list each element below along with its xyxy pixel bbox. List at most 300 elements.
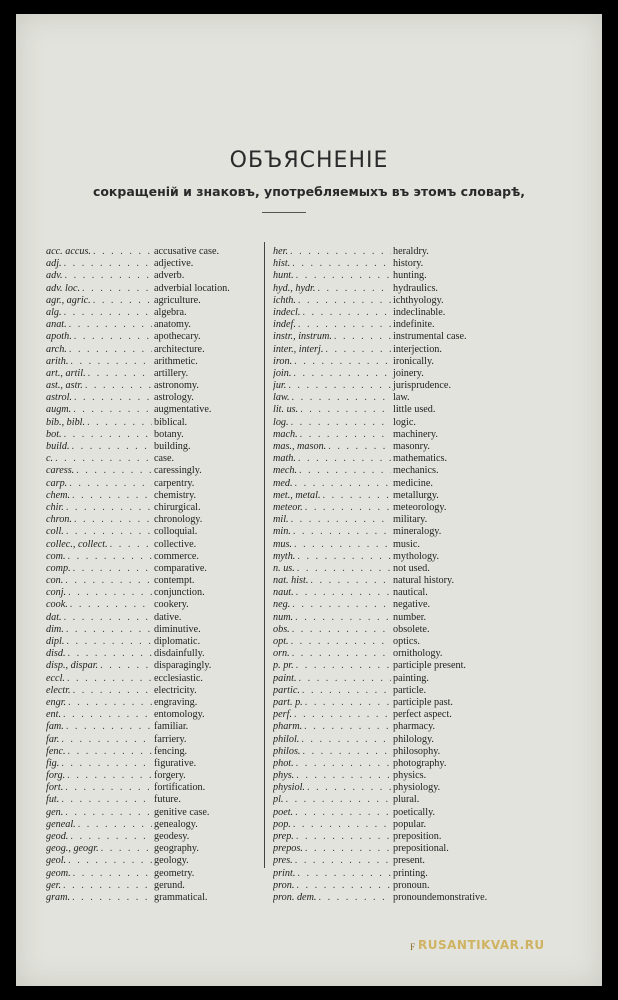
- meaning: farriery.: [154, 733, 187, 745]
- abbreviation: jur.: [273, 380, 287, 392]
- meaning: participle present.: [393, 660, 466, 672]
- dot-leader: [64, 429, 152, 441]
- folio-mark: F: [410, 942, 416, 952]
- abbreviation-entry: [46, 721, 266, 733]
- meaning: chirurgical.: [154, 501, 201, 513]
- abbreviation: geod.: [46, 831, 69, 842]
- abbreviation-entry: [46, 782, 266, 794]
- meaning: forgery.: [154, 770, 186, 782]
- meaning: heraldry.: [393, 246, 429, 257]
- abbreviation-entry: [46, 563, 266, 575]
- dot-leader: [72, 892, 152, 904]
- meaning: printing.: [393, 867, 428, 879]
- abbreviation: comp.: [46, 562, 71, 574]
- abbreviation-entry: [46, 246, 266, 258]
- dot-leader: [73, 868, 152, 880]
- abbreviation: adj.: [46, 258, 62, 270]
- meaning: pronoundemonstrative.: [393, 891, 488, 903]
- meaning: biblical.: [154, 416, 188, 428]
- dot-leader: [78, 819, 152, 831]
- meaning: building.: [154, 441, 191, 452]
- dot-leader: [74, 331, 152, 343]
- meaning: particle.: [393, 684, 427, 696]
- abbreviation: orn.: [273, 648, 290, 660]
- abbreviation-entry: [273, 380, 518, 392]
- abbreviation: med.: [273, 477, 293, 489]
- meaning: medicine.: [393, 477, 433, 489]
- abbreviation: disd.: [46, 648, 66, 660]
- dot-leader: [293, 526, 391, 538]
- meaning: joinery.: [393, 367, 424, 379]
- dot-leader: [73, 404, 152, 416]
- meaning: entomology.: [154, 709, 205, 721]
- abbreviation-entry: [273, 356, 518, 368]
- dot-leader: [302, 307, 391, 319]
- meaning: preposition.: [393, 831, 442, 842]
- abbreviation: myth.: [273, 550, 296, 562]
- abbreviation-entry: [273, 697, 518, 709]
- abbreviation: poet.: [273, 806, 294, 818]
- meaning: meteorology.: [393, 501, 447, 513]
- abbreviation: augm.: [46, 404, 72, 416]
- dot-leader: [68, 551, 152, 563]
- abbreviation: astrol.: [46, 392, 72, 404]
- abbreviation-entry: [273, 246, 518, 258]
- abbreviation-entry: [273, 429, 518, 441]
- abbreviation: mech.: [273, 465, 298, 477]
- meaning: instrumental case.: [393, 331, 467, 343]
- abbreviation-entry: [46, 514, 266, 526]
- abbreviation-entry: [46, 746, 266, 758]
- dot-leader: [68, 855, 152, 867]
- abbreviation: adv. loc.: [46, 282, 81, 294]
- meaning: contempt.: [154, 575, 195, 587]
- abbreviation: geneal.: [46, 818, 76, 830]
- meaning: popular.: [393, 818, 427, 830]
- meaning: physiology.: [393, 782, 441, 794]
- dot-leader: [68, 697, 152, 709]
- abbreviation: chem.: [46, 489, 71, 501]
- abbreviation: her.: [273, 246, 288, 257]
- dot-leader: [292, 624, 391, 636]
- dot-leader: [61, 734, 152, 746]
- meaning: grammatical.: [154, 891, 208, 903]
- dot-leader: [297, 563, 391, 575]
- abbreviation-entry: [46, 490, 266, 502]
- abbreviation: philol.: [273, 733, 300, 745]
- abbreviation-entry: [273, 673, 518, 685]
- abbreviation: arith.: [46, 355, 69, 367]
- abbreviation: hyd., hydr.: [273, 282, 316, 294]
- abbreviation: acc. accus.: [46, 246, 91, 257]
- dot-leader: [296, 770, 391, 782]
- abbreviation-entry: [46, 404, 266, 416]
- abbreviation-entry: [46, 295, 266, 307]
- dot-leader: [296, 831, 391, 843]
- abbreviation-entry: [46, 807, 266, 819]
- dot-leader: [288, 380, 391, 392]
- dot-leader: [295, 855, 391, 867]
- dot-leader: [72, 490, 152, 502]
- abbreviation-entry: [46, 855, 266, 867]
- abbreviation: phys.: [273, 770, 295, 782]
- abbreviation: com.: [46, 550, 66, 562]
- column-divider: [264, 242, 265, 868]
- abbreviation-entry: [273, 368, 518, 380]
- abbreviation: min.: [273, 526, 291, 538]
- dot-leader: [67, 673, 152, 685]
- abbreviation: geol.: [46, 855, 67, 867]
- dot-leader: [294, 356, 391, 368]
- abbreviation: chron.: [46, 514, 72, 526]
- abbreviation: part. p.: [273, 696, 303, 708]
- abbreviation-entry: [46, 587, 266, 599]
- dot-leader: [307, 782, 391, 794]
- abbreviation: alg.: [46, 306, 62, 318]
- abbreviation: anat.: [46, 319, 67, 331]
- abbreviation-entry: [273, 490, 518, 502]
- abbreviation-entry: [46, 794, 266, 806]
- dot-leader: [69, 344, 152, 356]
- dot-leader: [292, 599, 391, 611]
- dot-leader: [296, 660, 391, 672]
- meaning: mathematics.: [393, 453, 448, 465]
- dot-leader: [292, 648, 391, 660]
- abbreviation: math.: [273, 453, 296, 465]
- meaning: diminutive.: [154, 623, 201, 635]
- abbreviation-entry: [46, 612, 266, 624]
- abbreviation: disp., dispar.: [46, 660, 99, 672]
- dot-leader: [66, 721, 152, 733]
- abbreviation: naut.: [273, 587, 294, 599]
- abbreviation-entry: [46, 258, 266, 270]
- abbreviation: coll.: [46, 526, 64, 538]
- meaning: poetically.: [393, 806, 436, 818]
- abbreviation-entry: [273, 441, 518, 453]
- abbreviation: ast., astr.: [46, 380, 83, 392]
- dot-leader: [296, 270, 391, 282]
- meaning: military.: [393, 514, 428, 526]
- abbreviation: inter., interj.: [273, 343, 324, 355]
- abbreviation-entry: [46, 673, 266, 685]
- meaning: fencing.: [154, 745, 188, 757]
- meaning: ecclesiastic.: [154, 672, 203, 684]
- abbreviation-entry: [273, 721, 518, 733]
- document-page: [16, 14, 602, 986]
- meaning: indefinite.: [393, 319, 435, 331]
- abbreviation-entry: [273, 295, 518, 307]
- dot-leader: [325, 344, 391, 356]
- meaning: adverbial location.: [154, 282, 230, 294]
- dot-leader: [323, 490, 391, 502]
- meaning: disparagingly.: [154, 660, 212, 672]
- abbreviation-column-left: [46, 246, 266, 903]
- abbreviation-entry: [273, 453, 518, 465]
- abbreviation: gram.: [46, 891, 71, 903]
- abbreviation-entry: [273, 892, 518, 904]
- abbreviation: lit. us.: [273, 404, 299, 416]
- meaning: conjunction.: [154, 587, 205, 599]
- abbreviation-entry: [46, 478, 266, 490]
- abbreviation-entry: [46, 697, 266, 709]
- abbreviation-entry: [46, 502, 266, 514]
- dot-leader: [85, 380, 152, 392]
- meaning: case.: [154, 453, 175, 465]
- meaning: hydraulics.: [393, 282, 438, 294]
- dot-leader: [299, 673, 392, 685]
- meaning: nautical.: [393, 587, 428, 599]
- meaning: metallurgy.: [393, 489, 439, 501]
- dot-leader: [296, 880, 391, 892]
- meaning: algebra.: [154, 306, 187, 318]
- meaning: negative.: [393, 599, 431, 611]
- meaning: optics.: [393, 636, 420, 647]
- meaning: caressingly.: [154, 465, 202, 477]
- abbreviation-entry: [273, 734, 518, 746]
- dot-leader: [304, 721, 391, 733]
- dot-leader: [61, 794, 152, 806]
- meaning: electricity.: [154, 684, 197, 696]
- dot-leader: [292, 258, 391, 270]
- abbreviation-entry: [46, 344, 266, 356]
- abbreviation-entry: [46, 307, 266, 319]
- abbreviation-entry: [46, 819, 266, 831]
- meaning: hunting.: [393, 270, 427, 282]
- dot-leader: [297, 551, 391, 563]
- abbreviation-entry: [273, 502, 518, 514]
- abbreviation-entry: [273, 331, 518, 343]
- abbreviation: fenc.: [46, 745, 66, 757]
- abbreviation-entry: [273, 855, 518, 867]
- meaning: history.: [393, 258, 424, 270]
- abbreviation-entry: [273, 770, 518, 782]
- abbreviation: paint.: [273, 672, 297, 684]
- abbreviation: p. pr.: [273, 660, 294, 672]
- abbreviation-entry: [273, 794, 518, 806]
- abbreviation: iron.: [273, 355, 293, 367]
- meaning: philology.: [393, 733, 434, 745]
- dot-leader: [305, 502, 391, 514]
- dot-leader: [68, 648, 152, 660]
- dot-leader: [296, 758, 391, 770]
- dot-leader: [74, 514, 152, 526]
- dot-leader: [66, 636, 152, 648]
- dot-leader: [70, 831, 152, 843]
- meaning: philosophy.: [393, 745, 441, 757]
- abbreviation: pharm.: [273, 721, 303, 733]
- meaning: astronomy.: [154, 380, 199, 392]
- abbreviation: fut.: [46, 794, 60, 806]
- dot-leader: [291, 417, 391, 429]
- abbreviation: carp.: [46, 477, 68, 489]
- meaning: dative.: [154, 611, 182, 623]
- meaning: obsolete.: [393, 623, 430, 635]
- meaning: photography.: [393, 757, 447, 769]
- meaning: ironically.: [393, 355, 434, 367]
- meaning: apothecary.: [154, 331, 201, 343]
- meaning: geometry.: [154, 867, 195, 879]
- dot-leader: [317, 283, 391, 295]
- abbreviation: chir.: [46, 501, 64, 513]
- abbreviation-entry: [273, 307, 518, 319]
- abbreviation-entry: [46, 392, 266, 404]
- dot-leader: [294, 709, 391, 721]
- abbreviation: neg.: [273, 599, 291, 611]
- abbreviation-entry: [273, 283, 518, 295]
- meaning: botany.: [154, 428, 184, 440]
- abbreviation: met., metal.: [273, 489, 321, 501]
- dot-leader: [65, 807, 152, 819]
- abbreviation-entry: [46, 660, 266, 672]
- abbreviation-column-right: [273, 246, 518, 903]
- meaning: future.: [154, 794, 181, 806]
- abbreviation-entry: [46, 551, 266, 563]
- abbreviation: gen.: [46, 806, 64, 818]
- meaning: mythology.: [393, 550, 440, 562]
- abbreviation-entry: [46, 465, 266, 477]
- abbreviation-entry: [46, 380, 266, 392]
- dot-leader: [87, 417, 152, 429]
- abbreviation-entry: [46, 441, 266, 453]
- abbreviation-entry: [273, 478, 518, 490]
- dot-leader: [301, 734, 391, 746]
- dot-leader: [66, 502, 152, 514]
- dot-leader: [291, 514, 391, 526]
- meaning: ichthyology.: [393, 294, 444, 306]
- meaning: comparative.: [154, 562, 207, 574]
- abbreviation-entry: [273, 660, 518, 672]
- dot-leader: [70, 599, 152, 611]
- dot-leader: [296, 587, 391, 599]
- abbreviation: adv.: [46, 270, 63, 282]
- abbreviation-entry: [273, 843, 518, 855]
- abbreviation-entry: [273, 539, 518, 551]
- abbreviation: forg.: [46, 770, 66, 782]
- dot-leader: [295, 807, 391, 819]
- dot-leader: [302, 746, 391, 758]
- abbreviation: bot.: [46, 428, 62, 440]
- dot-leader: [82, 283, 152, 295]
- abbreviation: opt.: [273, 636, 289, 647]
- abbreviation: engr.: [46, 696, 67, 708]
- abbreviation: eccl.: [46, 672, 65, 684]
- title-divider: [262, 212, 306, 213]
- meaning: mineralogy.: [393, 526, 442, 538]
- abbreviation-entry: [273, 514, 518, 526]
- abbreviation: perf.: [273, 709, 292, 721]
- abbreviation: geom.: [46, 867, 71, 879]
- abbreviation-entry: [273, 587, 518, 599]
- abbreviation-entry: [273, 551, 518, 563]
- abbreviation: fam.: [46, 721, 64, 733]
- abbreviation: bib., bibl.: [46, 416, 86, 428]
- abbreviation: partic.: [273, 684, 300, 696]
- abbreviation: caress.: [46, 465, 75, 477]
- abbreviation-entry: [273, 465, 518, 477]
- abbreviation-entry: [46, 283, 266, 295]
- abbreviation: pl.: [273, 794, 284, 806]
- meaning: participle past.: [393, 696, 453, 708]
- meaning: artillery.: [154, 367, 189, 379]
- abbreviation-entry: [273, 782, 518, 794]
- abbreviation-entry: [46, 270, 266, 282]
- abbreviation: phot.: [273, 757, 294, 769]
- abbreviation-entry: [273, 612, 518, 624]
- meaning: fortification.: [154, 782, 206, 794]
- meaning: carpentry.: [154, 477, 195, 489]
- abbreviation-entry: [46, 648, 266, 660]
- abbreviation-entry: [273, 831, 518, 843]
- abbreviation-entry: [46, 868, 266, 880]
- abbreviation: indecl.: [273, 306, 301, 318]
- dot-leader: [295, 478, 391, 490]
- meaning: adverb.: [154, 270, 185, 282]
- abbreviation-entry: [46, 417, 266, 429]
- dot-leader: [63, 709, 152, 721]
- abbreviation: instr., instrum.: [273, 331, 332, 343]
- dot-leader: [294, 539, 391, 551]
- abbreviation: con.: [46, 575, 64, 587]
- abbreviation-entry: [273, 807, 518, 819]
- meaning: figurative.: [154, 757, 197, 769]
- meaning: logic.: [393, 416, 416, 428]
- meaning: present.: [393, 855, 425, 867]
- meaning: chronology.: [154, 514, 203, 526]
- abbreviation-entry: [46, 624, 266, 636]
- meaning: number.: [393, 611, 427, 623]
- abbreviation: n. us.: [273, 562, 295, 574]
- dot-leader: [65, 782, 152, 794]
- abbreviation: dim.: [46, 623, 64, 635]
- meaning: genitive case.: [154, 806, 210, 818]
- meaning: geodesy.: [154, 831, 190, 842]
- dot-leader: [67, 770, 152, 782]
- abbreviation: far.: [46, 733, 60, 745]
- abbreviation: prepos.: [273, 843, 303, 855]
- meaning: natural history.: [393, 575, 455, 587]
- meaning: jurisprudence.: [393, 380, 451, 392]
- abbreviation-entry: [273, 404, 518, 416]
- abbreviation: conj.: [46, 587, 67, 599]
- meaning: agriculture.: [154, 294, 201, 306]
- dot-leader: [101, 843, 152, 855]
- dot-leader: [300, 429, 391, 441]
- abbreviation-entry: [273, 417, 518, 429]
- dot-leader: [334, 331, 391, 343]
- meaning: gerund.: [154, 879, 185, 891]
- abbreviation-entry: [273, 709, 518, 721]
- abbreviation: ger.: [46, 879, 61, 891]
- abbreviation-entry: [273, 270, 518, 282]
- abbreviation: geog., geogr.: [46, 843, 99, 855]
- abbreviation-entry: [46, 575, 266, 587]
- abbreviation-entry: [273, 563, 518, 575]
- meaning: plural.: [393, 794, 420, 806]
- abbreviation: pop.: [273, 818, 291, 830]
- abbreviation: join.: [273, 367, 292, 379]
- abbreviation: mil.: [273, 514, 289, 526]
- abbreviation-entry: [46, 892, 266, 904]
- meaning: adjective.: [154, 258, 194, 270]
- meaning: law.: [393, 392, 410, 404]
- meaning: augmentative.: [154, 404, 212, 416]
- abbreviation-entry: [46, 734, 266, 746]
- abbreviation-entry: [273, 258, 518, 270]
- meaning: ornithology.: [393, 648, 443, 660]
- dot-leader: [72, 441, 153, 453]
- abbreviation: log.: [273, 416, 289, 428]
- dot-leader: [298, 453, 391, 465]
